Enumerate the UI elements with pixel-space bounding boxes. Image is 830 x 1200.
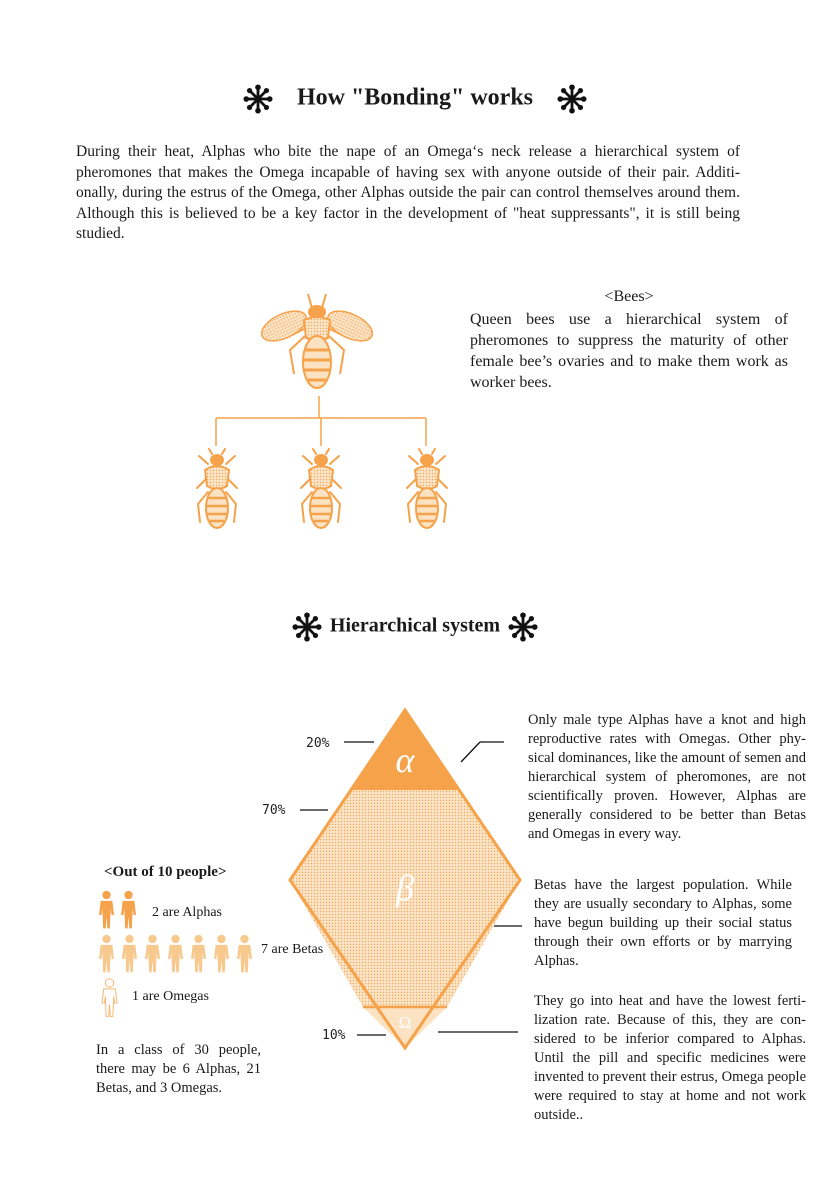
betas-count-label: 7 are Betas bbox=[261, 942, 324, 957]
alphas-count-label: 2 are Alphas bbox=[152, 905, 222, 920]
bees-heading: <Bees> bbox=[604, 288, 654, 305]
omega-person-icon bbox=[100, 978, 120, 1018]
worker-bee-icon bbox=[301, 449, 341, 528]
alpha-percent: 20% bbox=[306, 736, 330, 751]
omega-description: They go into heat and have the lowest ferti-lization rate. Because of this, they are con-sidered to be inferior compared to Alphas. Until the pill and specific medicines were invented to prevent their estrus, Omega people were required to stay at home and not work outside.. bbox=[534, 993, 806, 1123]
beta-description: Betas have the largest population. While they are usually secondary to Alphas, some have begun building up their social status through their own efforts or by marrying Alphas. bbox=[534, 877, 792, 969]
asterisk-star-icon bbox=[243, 84, 273, 114]
omegas-count-label: 1 are Omegas bbox=[132, 989, 209, 1004]
worker-bee-icon bbox=[407, 449, 447, 528]
alpha-people-icons bbox=[98, 890, 148, 930]
beta-symbol: β bbox=[396, 868, 414, 908]
beta-percent: 70% bbox=[262, 803, 286, 818]
section-heading-hierarchical-system: Hierarchical system bbox=[0, 612, 830, 642]
alpha-symbol: α bbox=[395, 740, 415, 780]
queen-bee-icon bbox=[257, 294, 377, 388]
asterisk-star-icon bbox=[508, 612, 538, 642]
people-heading: <Out of 10 people> bbox=[104, 864, 227, 880]
omega-symbol: Ω bbox=[398, 1013, 412, 1032]
alpha-description: Only male type Alphas have a knot and high reproductive rates with Omegas. Other phy-sical dominances, like the amount of semen and hierarchical system of pheromones, are not scientifically proven. However, Alphas are generally considered to be better than Betas and Omegas in every way. bbox=[528, 712, 806, 842]
omega-percent: 10% bbox=[322, 1028, 346, 1043]
worker-bee-icon bbox=[197, 449, 237, 528]
hierarchy-diamond-diagram bbox=[250, 700, 530, 1060]
intro-paragraph: During their heat, Alphas who bite the nape of an Omega‘s neck release a hierarchical system of pheromones that makes the Omega incapable of having sex with anyone outside of their pair. Additi-onally, during the estrus of the Omega, other Alphas outside the pair can control themselves around them. Although this is believed to be a key factor in the development of "heat suppressants", it is still being studied. bbox=[76, 143, 740, 242]
bee-hierarchy-illustration bbox=[190, 288, 460, 538]
class-example-note: In a class of 30 people, there may be 6 Alphas, 21 Betas, and 3 Omegas. bbox=[96, 1042, 261, 1096]
page-title: How "Bonding" works bbox=[0, 84, 830, 114]
beta-people-icons bbox=[98, 934, 263, 974]
bees-paragraph: Queen bees use a hierarchical system of pheromones to suppress the maturity of other female bee’s ovaries and to make them work as worker bees. bbox=[470, 311, 788, 391]
asterisk-star-icon bbox=[292, 612, 322, 642]
asterisk-star-icon bbox=[557, 84, 587, 114]
hierarchy-connector-lines bbox=[216, 396, 426, 446]
